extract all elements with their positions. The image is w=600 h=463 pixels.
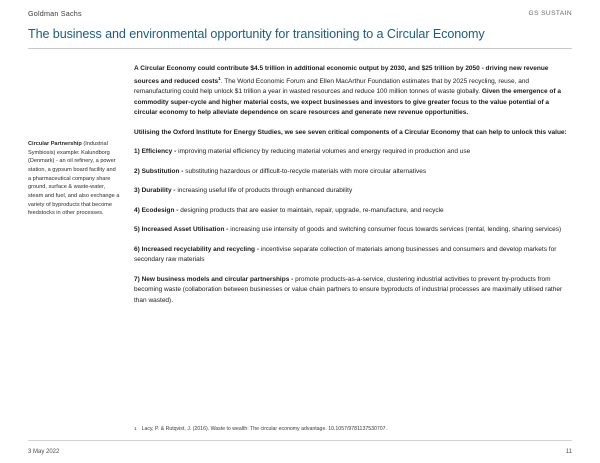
sidenote-column: [28, 58, 120, 423]
list-item: [134, 147, 572, 158]
point-text: designing products that are easier to maintain, repair, upgrade, re-manufacture, and recycle: [180, 206, 444, 214]
lead-rest: . The World Economic Forum and Ellen MacArthur Foundation estimates that by 2025 recycling, reuse, and remanufacturing could help unlock $1 trillion a year in wasted resources and reduce 100 million tonnes of waste globally.: [134, 77, 530, 96]
footnote-ref: 1: [218, 75, 221, 81]
footnote-marker: 1: [134, 425, 137, 431]
point-lead: 3) Durability -: [134, 187, 178, 195]
page-title: The business and environmental opportunity for transitioning to a Circular Economy: [28, 27, 485, 41]
list-item: [134, 245, 572, 266]
point-lead: 1) Efficiency -: [134, 148, 179, 156]
lead-bold-1: A Circular Economy could contribute $4.5 trillion in additional economic output by 2030, and $25 trillion by 2050 - driving new revenue sources and reduced costs: [134, 65, 549, 85]
list-item: [134, 206, 572, 217]
list-item: [134, 225, 572, 236]
title-divider: [28, 48, 572, 49]
sidenote: [28, 140, 120, 218]
list-item: [134, 167, 572, 178]
point-text: substituting hazardous or difficult-to-recycle materials with more circular alternatives: [185, 167, 427, 175]
point-text: improving material efficiency by reducing material volumes and energy required in production and use: [178, 148, 471, 156]
point-lead: 5) Increased Asset Utilisation -: [134, 226, 231, 234]
main-column: [134, 58, 572, 423]
page-content: [28, 58, 572, 423]
list-item: [134, 186, 572, 197]
footer-date: 3 May 2022: [28, 449, 60, 455]
page-header: [0, 0, 600, 26]
point-lead: 4) Ecodesign -: [134, 206, 181, 214]
section-label: GS SUSTAIN: [528, 9, 572, 17]
title-block: [28, 26, 572, 49]
footer-divider: [28, 440, 572, 441]
lead-bold-2: Given the emergence of a commodity super-cycle and higher material costs, we expect businesses and investors to give greater focus to the value potential of a circular economy to help alleviate dependence on scare resources and generate new revenue opportunities.: [134, 88, 561, 117]
point-lead: 6) Increased recyclability and recycling -: [134, 245, 261, 253]
list-item: [134, 275, 572, 307]
brand-label: Goldman Sachs: [28, 8, 82, 18]
footnote: [134, 426, 572, 433]
page-footer: [28, 449, 572, 455]
page-number: 11: [565, 449, 572, 455]
sidenote-term: Circular Partnership: [28, 141, 82, 147]
point-text: promote products-as-a-service, clustering industrial activities to prevent by-products from becoming waste (collaboration between businesses or value chain partners to ensure byproducts of industrial processes are maximally utilised rather than wasted).: [134, 275, 563, 304]
point-lead: 7) New business models and circular partnerships -: [134, 275, 296, 283]
footnote-text: Lacy, P. & Rutqvist, J. (2016). Waste to wealth: The circular economy advantage. 10.1057/9781137530707.: [141, 425, 387, 432]
point-lead: 2) Substitution -: [134, 167, 186, 175]
lead-paragraph: [134, 64, 572, 119]
sidenote-text: (Industrial Symbiosis) example: Kalundborg (Denmark) - an oil refinery, a power station, a gypsum board facility and a pharmaceutical company share ground, surface & waste-water, steam and fuel, and also exchange a variety of byproducts that become feedstocks in other processes.: [28, 141, 120, 217]
point-text: incentivise separate collection of materials among businesses and consumers and develop markets for secondary raw materials: [134, 245, 557, 264]
intro-bold: Utilising the Oxford Institute for Energy Studies, we see seven critical components of a Circular Economy that can help to unlock this value:: [134, 128, 567, 136]
point-text: increasing use intensity of goods and switching consumer focus towards services (rental, lending, sharing services): [230, 226, 562, 234]
intro-paragraph: [134, 128, 572, 139]
components-list: [134, 147, 572, 306]
point-text: increasing useful life of products through enhanced durability: [177, 187, 353, 195]
